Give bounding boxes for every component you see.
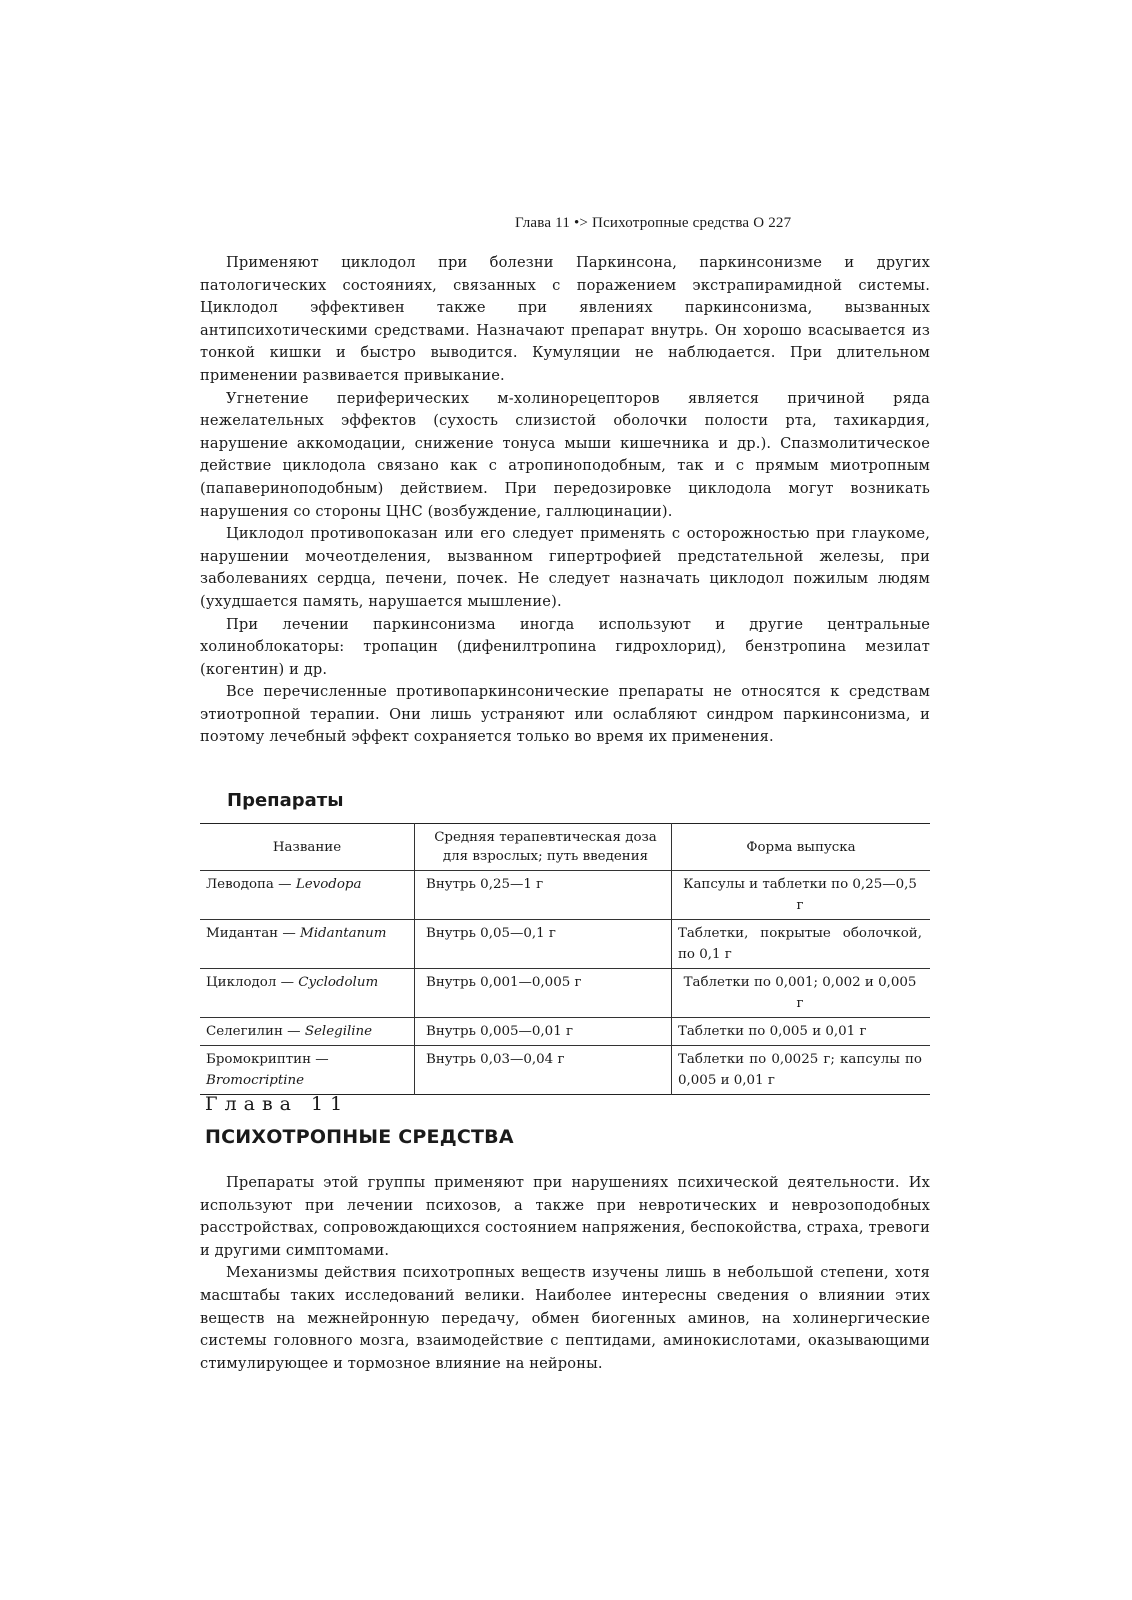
table-header-name: Название (200, 824, 415, 871)
running-head: Глава 11 •> Психотропные средства О 227 (515, 215, 792, 231)
paragraph: Угнетение периферических м-холинорецепторов является причиной ряда нежелательных эффектов (сухость слизистой оболочки полости рта, тахикардия, нарушение аккомодации, снижение тонуса мыши кишечника и др.). Спазмолитическое действие циклодола связано как с атропиноподобным, так и с прямым миотропным (папавериноподобным) действием. При передозировке циклодола могут возникать нарушения со стороны ЦНС (возбуждение, галлюцинации). (200, 389, 930, 520)
section-heading: Препараты (227, 790, 344, 811)
dose-cell: Внутрь 0,03—0,04 г (415, 1046, 672, 1095)
table-row (200, 920, 930, 969)
form-cell: Таблетки, покрытые оболочкой, по 0,1 г (672, 920, 931, 969)
drug-name-cell (200, 969, 415, 1018)
drug-latin-name: Selegiline (304, 1024, 373, 1039)
paragraph: Применяют циклодол при болезни Паркинсона, паркинсонизме и других патологических состояниях, связанных с поражением экстрапирамидной системы. Циклодол эффективен также при явлениях паркинсонизма, вызванных антипсихотическими средствами. Назначают препарат внутрь. Он хорошо всасывается из тонкой кишки и быстро выводится. Кумуляции не наблюдается. При длительном применении развивается привыкание. (200, 254, 930, 384)
form-cell: Таблетки по 0,0025 г; капсулы по 0,005 и 0,01 г (672, 1046, 931, 1095)
drug-name: Леводопа — (206, 877, 296, 892)
drugs-table (200, 823, 930, 1095)
drug-latin-name: Levodopa (295, 877, 362, 892)
paragraph: Механизмы действия психотропных веществ изучены лишь в небольшой степени, хотя масштабы таких исследований велики. Наиболее интересны сведения о влиянии этих веществ на межнейронную передачу, обмен биогенных аминов, на холинергические системы головного мозга, взаимодействие с пептидами, аминокислотами, оказывающими стимулирующее и тормозное влияние на нейроны. (200, 1264, 930, 1372)
body-text-bottom (200, 1172, 930, 1375)
form-cell: Капсулы и таблетки по 0,25—0,5 г (672, 871, 931, 920)
drug-name-cell (200, 1046, 415, 1095)
paragraph: Все перечисленные противопаркинсонические препараты не относятся к средствам этиотропной терапии. Они лишь устраняют или ослабляют синдром паркинсонизма, и поэтому лечебный эффект сохраняется только во время их применения. (200, 683, 930, 746)
drug-latin-name: Bromocriptine (206, 1073, 305, 1088)
table-row (200, 1046, 930, 1095)
table-row (200, 1018, 930, 1046)
drug-latin-name: Cyclodolum (298, 975, 379, 990)
table-header-form: Форма выпуска (672, 824, 931, 871)
chapter-label: Глава 11 (205, 1093, 350, 1115)
drug-name: Мидантан — (206, 926, 301, 941)
table-row (200, 871, 930, 920)
paragraph: Препараты этой группы применяют при нарушениях психической деятельности. Их используют при лечении психозов, а также при невротических и неврозоподобных расстройствах, сопровождающихся состоянием напряжения, беспокойства, страха, тревоги и другими симптомами. (200, 1174, 930, 1259)
table-row (200, 969, 930, 1018)
drug-name-cell (200, 1018, 415, 1046)
dose-cell: Внутрь 0,001—0,005 г (415, 969, 672, 1018)
form-cell: Таблетки по 0,005 и 0,01 г (672, 1018, 931, 1046)
body-text-top (200, 252, 930, 749)
form-cell: Таблетки по 0,001; 0,002 и 0,005 г (672, 969, 931, 1018)
drug-name: Бромокриптин — (206, 1052, 329, 1067)
dose-cell: Внутрь 0,05—0,1 г (415, 920, 672, 969)
drug-name: Селегилин — (206, 1024, 305, 1039)
dose-cell: Внутрь 0,25—1 г (415, 871, 672, 920)
chapter-title: ПСИХОТРОПНЫЕ СРЕДСТВА (205, 1126, 514, 1148)
drug-name-cell (200, 920, 415, 969)
paragraph: Циклодол противопоказан или его следует применять с осторожностью при глаукоме, нарушении мочеотделения, вызванном гипертрофией предстательной железы, при заболеваниях сердца, печени, почек. Не следует назначать циклодол пожилым людям (ухудшается память, нарушается мышление). (200, 525, 930, 610)
table-header-dose: Средняя терапевтическая доза для взрослых; путь введения (415, 824, 672, 871)
dose-cell: Внутрь 0,005—0,01 г (415, 1018, 672, 1046)
drug-name-cell (200, 871, 415, 920)
drug-latin-name: Midantanum (300, 926, 387, 941)
drug-name: Циклодол — (206, 975, 299, 990)
paragraph: При лечении паркинсонизма иногда используют и другие центральные холиноблокаторы: тропацин (дифенилтропина гидрохлорид), бензтропина мезилат (когентин) и др. (200, 615, 930, 678)
